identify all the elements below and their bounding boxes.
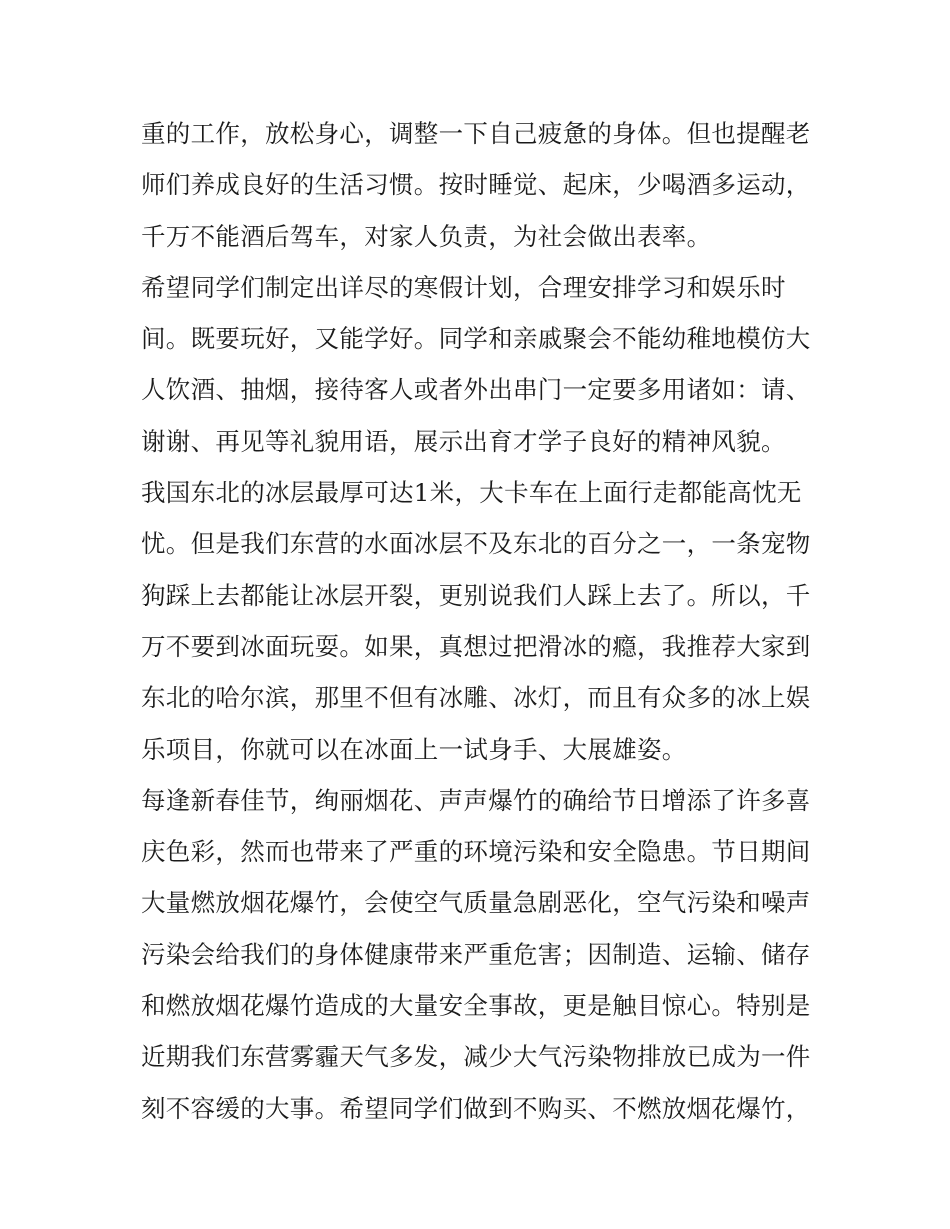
paragraph-fireworks xyxy=(141,775,821,1134)
paragraph-ice-safety xyxy=(141,467,821,775)
text-line: 狗踩上去都能让冰层开裂，更别说我们人踩上去了。所以，千 xyxy=(141,580,811,610)
text-line: 刻不容缓的大事。希望同学们做到不购买、不燃放烟花爆竹， xyxy=(141,1093,811,1123)
text-line: 每逢新春佳节，绚丽烟花、声声爆竹的确给节日增添了许多喜 xyxy=(141,785,811,815)
text-line: 大量燃放烟花爆竹，会使空气质量急剧恶化，空气污染和噪声 xyxy=(141,888,811,918)
text-line: 乐项目，你就可以在冰面上一试身手、大展雄姿。 xyxy=(141,734,687,764)
text-line: 污染会给我们的身体健康带来严重危害；因制造、运输、储存 xyxy=(141,939,811,969)
text-line: 重的工作，放松身心，调整一下自己疲惫的身体。但也提醒老 xyxy=(141,119,811,148)
text-line: 近期我们东营雾霾天气多发，减少大气污染物排放已成为一件 xyxy=(141,1042,811,1072)
document-body xyxy=(141,108,821,1134)
text-line: 万不要到冰面玩耍。如果，真想过把滑冰的瘾，我推荐大家到 xyxy=(141,631,811,661)
text-line: 我国东北的冰层最厚可达1米，大卡车在上面行走都能高忱无 xyxy=(141,478,802,508)
text-line: 间。既要玩好，又能学好。同学和亲戚聚会不能幼稚地模仿大 xyxy=(141,324,811,354)
text-line: 师们养成良好的生活习惯。按时睡觉、起床，少喝酒多运动， xyxy=(141,170,811,200)
text-line: 千万不能酒后驾车，对家人负责，为社会做出表率。 xyxy=(141,221,712,251)
text-line: 东北的哈尔滨，那里不但有冰雕、冰灯，而且有众多的冰上娱 xyxy=(141,683,811,713)
paragraph-winter-plan xyxy=(141,262,821,467)
text-line: 忧。但是我们东营的水面冰层不及东北的百分之一，一条宠物 xyxy=(141,529,811,559)
text-line: 人饮酒、抽烟，接待客人或者外出串门一定要多用诸如：请、 xyxy=(141,375,811,405)
text-line: 希望同学们制定出详尽的寒假计划，合理安排学习和娱乐时 xyxy=(141,272,786,302)
text-line: 和燃放烟花爆竹造成的大量安全事故，更是触目惊心。特别是 xyxy=(141,991,811,1021)
paragraph-teacher-habits xyxy=(141,108,821,262)
text-line: 庆色彩，然而也带来了严重的环境污染和安全隐患。节日期间 xyxy=(141,837,811,867)
text-line: 谢谢、再见等礼貌用语，展示出育才学子良好的精神风貌。 xyxy=(141,426,786,456)
